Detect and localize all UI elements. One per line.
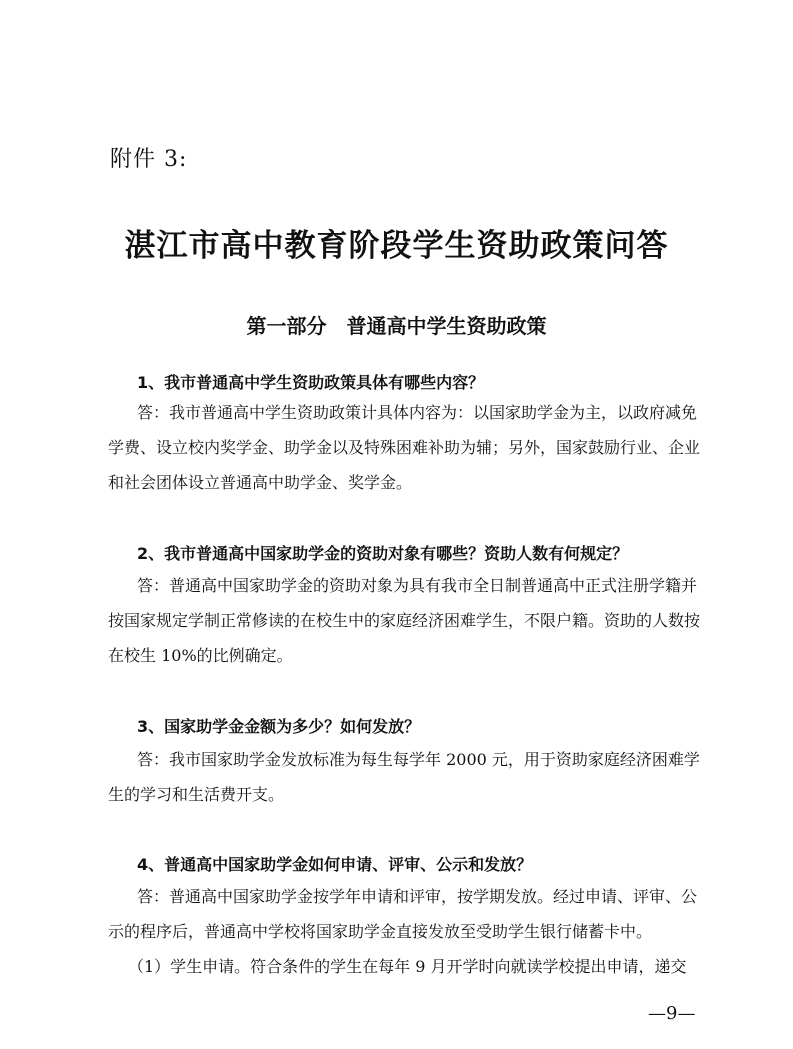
answer-3-line-1: 答：我市国家助学金发放标准为每生每学年 2000 元，用于资助家庭经济困难学 [137, 750, 700, 769]
answer-2-line-2: 按国家规定学制正常修读的在校生中的家庭经济困难学生，不限户籍。资助的人数按 [108, 611, 701, 630]
answer-4-line-1: 答：普通高中国家助学金按学年申请和评审，按学期发放。经过申请、评审、公 [137, 887, 698, 906]
answer-4-line-2: 示的程序后，普通高中学校将国家助学金直接发放至受助学生银行储蓄卡中。 [108, 922, 653, 941]
answer-1-line-1: 答：我市普通高中学生资助政策计具体内容为：以国家助学金为主，以政府减免 [137, 403, 698, 422]
attachment-label: 附件 3: [110, 147, 188, 172]
page-number: —9— [648, 1003, 696, 1024]
question-2: 2、我市普通高中国家助学金的资助对象有哪些？资助人数有何规定？ [137, 544, 629, 563]
section-heading: 第一部分 普通高中学生资助政策 [246, 314, 547, 338]
answer-3-line-2: 生的学习和生活费开支。 [108, 785, 285, 804]
answer-4-line-3: （1）学生申请。符合条件的学生在每年 9 月开学时向就读学校提出申请，递交 [128, 957, 687, 976]
answer-1-line-3: 和社会团体设立普通高中助学金、奖学金。 [108, 473, 413, 492]
answer-2-line-1: 答：普通高中国家助学金的资助对象为具有我市全日制普通高中正式注册学籍并 [137, 576, 698, 595]
document-title: 湛江市高中教育阶段学生资助政策问答 [124, 228, 669, 264]
question-3: 3、国家助学金金额为多少？如何发放？ [137, 717, 421, 736]
question-1: 1、我市普通高中学生资助政策具体有哪些内容？ [137, 373, 485, 392]
question-4: 4、普通高中国家助学金如何申请、评审、公示和发放？ [137, 855, 533, 874]
answer-2-line-3: 在校生 10%的比例确定。 [108, 646, 293, 665]
answer-1-line-2: 学费、设立校内奖学金、助学金以及特殊困难补助为辅；另外，国家鼓励行业、企业 [108, 438, 701, 457]
